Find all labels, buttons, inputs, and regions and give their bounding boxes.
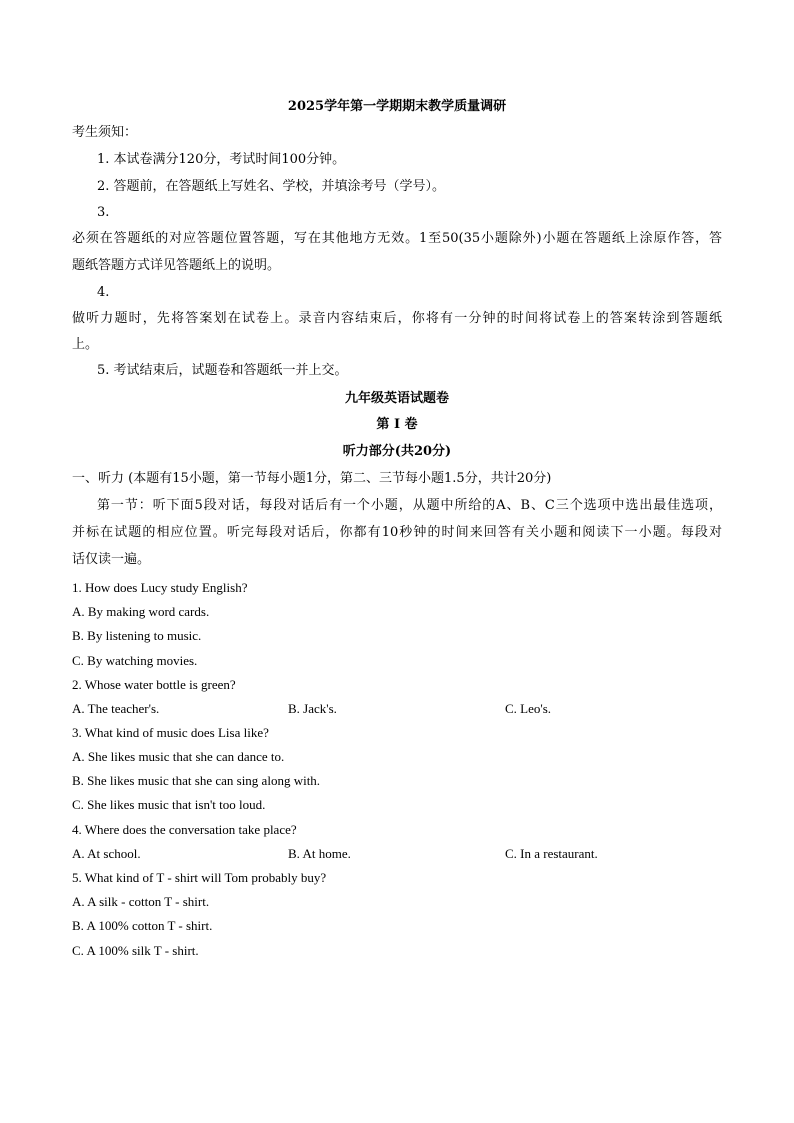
question-4-options <box>72 845 722 862</box>
question-3-option-b: B. She likes music that she can sing along with. <box>72 773 321 788</box>
question-5-option-c: C. A 100% silk T - shirt. <box>72 943 199 958</box>
notice-heading: 考生须知： <box>72 125 138 140</box>
question-3-stem: 3. What kind of music does Lisa like? <box>72 725 269 740</box>
question-4-option-c: C. In a restaurant. <box>505 846 598 861</box>
question-2-stem: 2. Whose water bottle is green? <box>72 677 236 692</box>
question-3-option-c: C. She likes music that isn't too loud. <box>72 797 266 812</box>
question-3-option-a: A. She likes music that she can dance to. <box>72 749 285 764</box>
question-2-option-c: C. Leo's. <box>505 701 552 716</box>
part-heading: 一、听力 (本题有15小题，第一节每小题1分，第二、三节每小题1.5分，共计20分) <box>72 471 552 486</box>
question-2-options <box>72 700 722 717</box>
notice-item-1: 1. 本试卷满分120分，考试时间100分钟。 <box>97 152 346 167</box>
notice-item-5: 5. 考试结束后，试题卷和答题纸一并上交。 <box>97 363 348 378</box>
question-2-option-a: A. The teacher's. <box>72 701 160 716</box>
notice-item-4-line-1: 做听力题时，先将答案划在试卷上。录音内容结束后，你将有一分钟的时间将试卷上的答案转涂到答题纸 <box>72 311 722 326</box>
question-5-option-b: B. A 100% cotton T - shirt. <box>72 918 213 933</box>
question-1-stem: 1. How does Lucy study English? <box>72 580 248 595</box>
question-5-option-a: A. A silk - cotton T - shirt. <box>72 894 210 909</box>
section-title: 听力部分(共20分) <box>342 444 452 459</box>
notice-item-4-number: 4. <box>97 285 110 300</box>
question-4-option-a: A. At school. <box>72 846 141 861</box>
notice-item-4-line-2: 上。 <box>72 337 99 352</box>
volume-label: 第 I 卷 <box>376 417 418 432</box>
question-2-option-b: B. Jack's. <box>288 701 337 716</box>
question-1-option-a: A. By making word cards. <box>72 604 210 619</box>
notice-item-3-number: 3. <box>97 205 110 220</box>
instruction-line-2: 并标在试题的相应位置。听完每段对话后，你都有10秒钟的时间来回答有关小题和阅读下一小题。每段对 <box>72 525 722 540</box>
question-1-option-c: C. By watching movies. <box>72 653 198 668</box>
notice-item-3-line-2: 题纸答题方式详见答题纸上的说明。 <box>72 258 281 273</box>
exam-title: 2025学年第一学期期末教学质量调研 <box>287 99 507 114</box>
instruction-line-3: 话仅读一遍。 <box>72 552 151 567</box>
instruction-line-1: 第一节：听下面5段对话，每段对话后有一个小题，从题中所给的A、B、C三个选项中选出最佳选项， <box>97 498 722 513</box>
notice-item-2: 2. 答题前，在答题纸上写姓名、学校，并填涂考号（学号）。 <box>97 179 446 194</box>
question-4-option-b: B. At home. <box>288 846 351 861</box>
question-4-stem: 4. Where does the conversation take place? <box>72 822 297 837</box>
question-5-stem: 5. What kind of T - shirt will Tom probably buy? <box>72 870 327 885</box>
notice-item-3-line-1: 必须在答题纸的对应答题位置答题，写在其他地方无效。1至50(35小题除外)小题在答题纸上涂原作答，答 <box>72 231 722 246</box>
paper-title: 九年级英语试题卷 <box>344 391 449 406</box>
question-1-option-b: B. By listening to music. <box>72 628 202 643</box>
